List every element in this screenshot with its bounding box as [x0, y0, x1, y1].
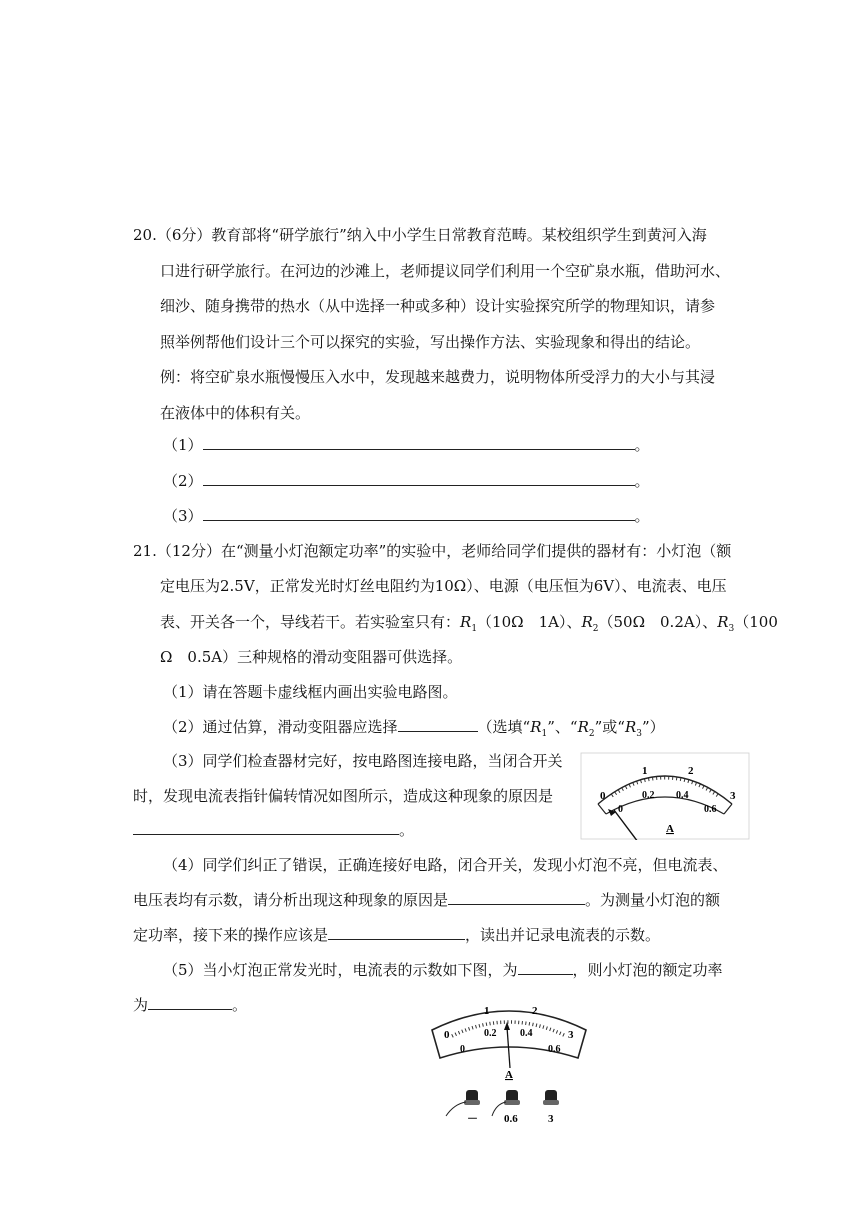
unit-label: A [666, 823, 674, 835]
scale-lower-0: 0 [618, 804, 623, 815]
item-number: （3） [163, 507, 203, 525]
q21-part4-line2: 电压表均有示数，请分析出现这种现象的原因是 。为测量小灯泡的额 [133, 891, 721, 909]
terminal-label-3: 3 [548, 1113, 554, 1125]
q21-part3-line3: 。 [133, 820, 414, 840]
scale-lower-0.4: 0.4 [520, 1028, 533, 1039]
answer-blank[interactable] [203, 506, 635, 521]
scale-lower-0.2: 0.2 [642, 790, 655, 801]
terminal-label-negative: － [467, 1113, 478, 1125]
q21-part1: （1）请在答题卡虚线框内画出实验电路图。 [163, 683, 458, 701]
scale-lower-0: 0 [460, 1044, 465, 1055]
q20-line2: 口进行研学旅行。在河边的沙滩上，老师提议同学们利用一个空矿泉水瓶，借助河水、 [160, 262, 731, 280]
scale-upper-3: 3 [730, 790, 736, 802]
q21-line3: 表、开关各一个，导线若干。若实验室只有：$R_1(10\Omega$ 1A）、$R_2(50\Omega$ 0.2A）、$R_3(100$ [160, 613, 778, 634]
scale-upper-2: 2 [532, 1005, 538, 1017]
period: 。 [634, 472, 650, 490]
item-number: （2） [163, 472, 203, 490]
scale-upper-1: 1 [484, 1005, 490, 1017]
q21-part5-line1: （5）当小灯泡正常发光时，电流表的示数如下图，为 ，则小灯泡的额定功率 [163, 961, 723, 979]
answer-blank[interactable] [448, 890, 585, 905]
scale-lower-0.6: 0.6 [548, 1044, 561, 1055]
q20-item-1 [163, 435, 650, 455]
q21-part4-line1: （4）同学们纠正了错误，正确连接好电路，闭合开关，发现小灯泡不亮，但电流表、 [163, 856, 728, 874]
q21-part4-line3: 定功率，接下来的操作应该是 ，读出并记录电流表的示数。 [133, 926, 661, 944]
scale-lower-0.2: 0.2 [484, 1028, 497, 1039]
scale-upper-0: 0 [444, 1029, 450, 1041]
q21-part2: （2）通过估算，滑动变阻器应选择 （选填“$R_1$”、“$R_2$”或“$R_3$”） [163, 718, 665, 739]
item-number: （1） [163, 436, 203, 454]
q21-part3-line2: 时，发现电流表指针偏转情况如图所示，造成这种现象的原因是 [133, 787, 554, 805]
q21-part3-line1: （3）同学们检查器材完好，按电路图连接电路，当闭合开关 [163, 752, 563, 770]
q20-line4: 照举例帮他们设计三个可以探究的实验，写出操作方法、实验现象和得出的结论。 [160, 333, 701, 351]
q20-item-3 [163, 506, 650, 526]
scale-upper-1: 1 [642, 765, 648, 777]
q20-line3: 细沙、随身携带的热水（从中选择一种或多种）设计实验探究所学的物理知识，请参 [160, 297, 716, 315]
q21-line1: 21.（12分）在“测量小灯泡额定功率”的实验中，老师给同学们提供的器材有：小灯泡（额 [133, 542, 732, 560]
q20-example-line2: 在液体中的体积有关。 [160, 404, 311, 422]
terminal-3 [543, 1090, 559, 1105]
scale-upper-3: 3 [568, 1029, 574, 1041]
ammeter-figure-1 [580, 752, 750, 840]
q21-line2: 定电压为2.5V，正常发光时灯丝电阻约为10Ω）、电源（电压恒为6V）、电流表、电压 [160, 577, 727, 595]
ammeter-2-svg [428, 1000, 590, 1128]
answer-blank[interactable] [398, 717, 478, 732]
q20-line1: 20.（6分）教育部将“研学旅行”纳入中小学生日常教育范畴。某校组织学生到黄河入海 [133, 226, 707, 244]
scale-upper-2: 2 [688, 765, 694, 777]
q20-item-2 [163, 471, 650, 491]
scale-lower-0.4: 0.4 [676, 790, 689, 801]
scale-upper-0: 0 [600, 790, 606, 802]
answer-blank[interactable] [203, 435, 635, 450]
q21-part5-line2: 为 。 [133, 996, 248, 1014]
q20-example-line1: 例：将空矿泉水瓶慢慢压入水中，发现越来越费力，说明物体所受浮力的大小与其浸 [160, 368, 716, 386]
unit-label: A [505, 1069, 513, 1081]
ammeter-figure-2 [428, 1000, 590, 1128]
terminal-label-0.6: 0.6 [504, 1113, 518, 1125]
answer-blank[interactable] [148, 995, 232, 1010]
answer-blank[interactable] [203, 471, 635, 486]
ammeter-1-svg [580, 752, 750, 840]
period: 。 [634, 507, 650, 525]
q21-line4: Ω 0.5A）三种规格的滑动变阻器可供选择。 [160, 648, 463, 666]
answer-blank[interactable] [328, 925, 465, 940]
scale-lower-0.6: 0.6 [704, 804, 717, 815]
answer-blank[interactable] [518, 960, 573, 975]
period: 。 [634, 436, 650, 454]
answer-blank[interactable] [133, 820, 399, 835]
